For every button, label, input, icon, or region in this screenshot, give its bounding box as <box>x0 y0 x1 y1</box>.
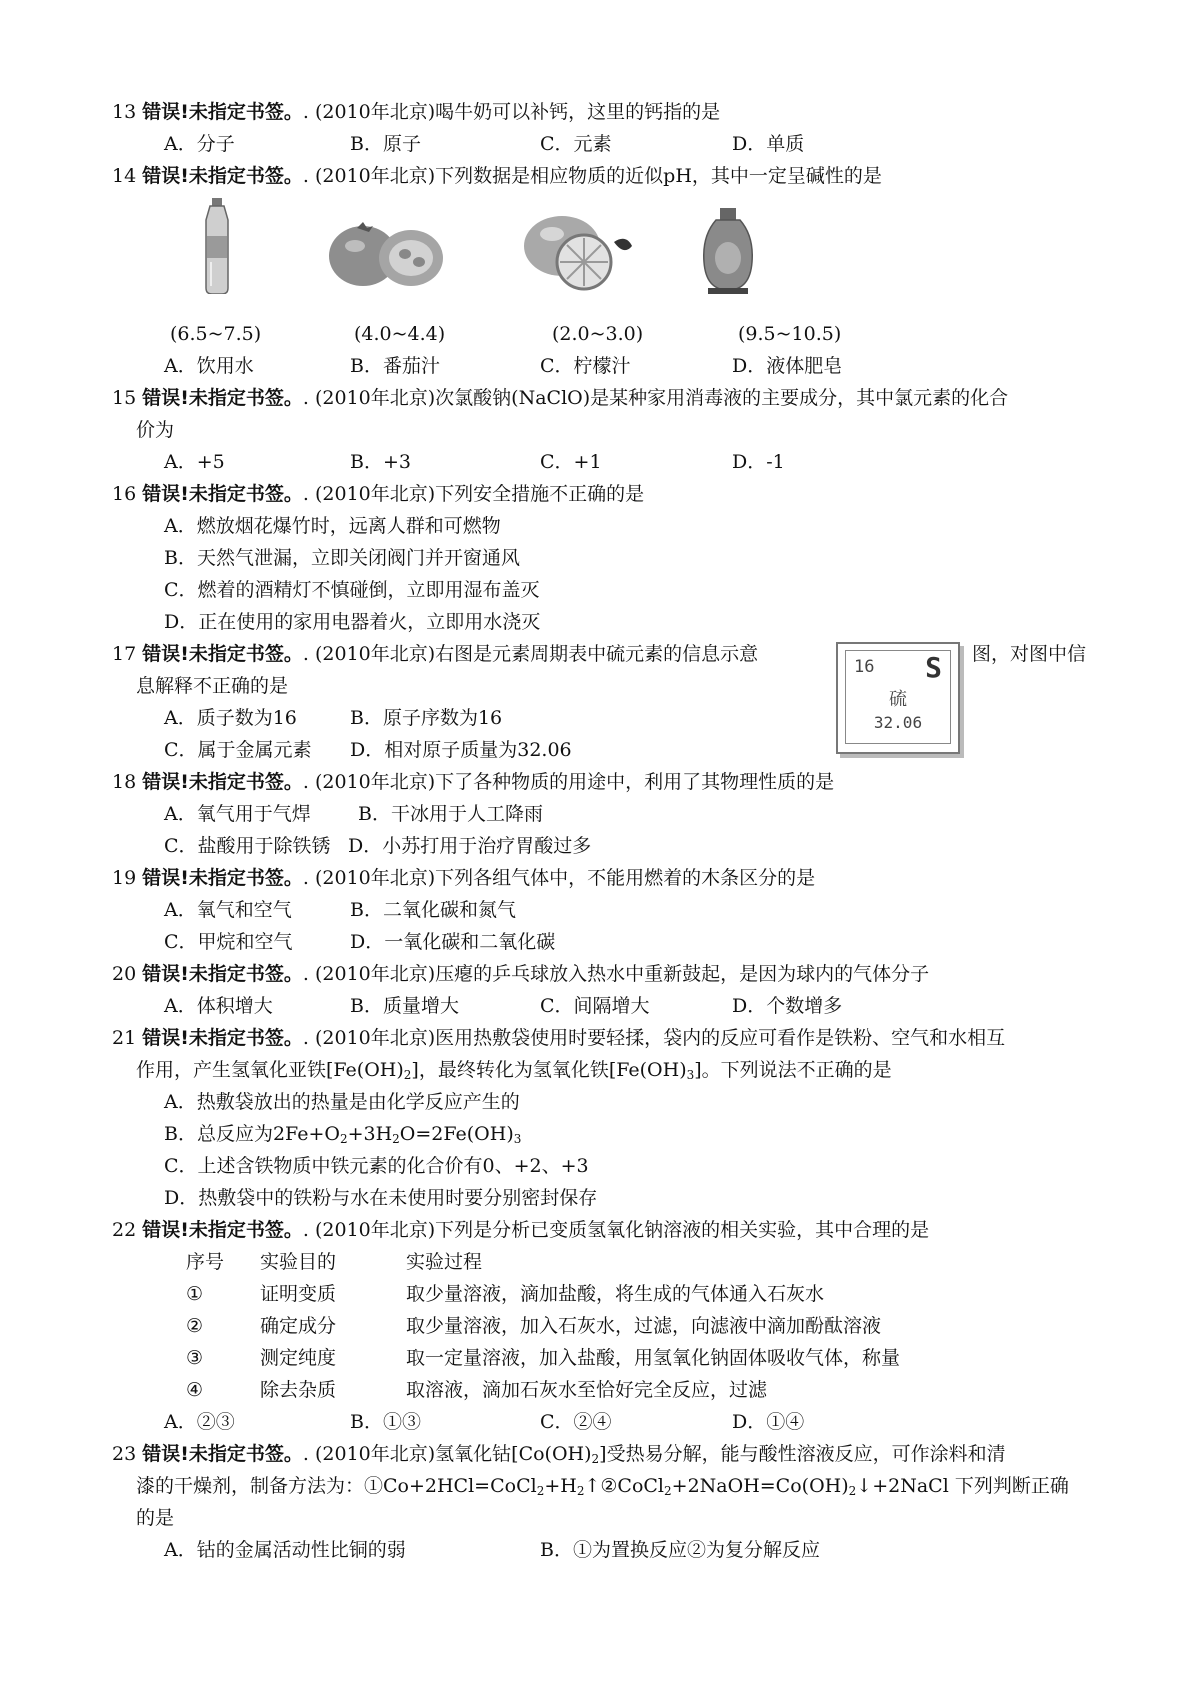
q20-option-d: D．个数增多 <box>732 995 843 1017</box>
q21-option-c: C．上述含铁物质中铁元素的化合价有0、+2、+3 <box>164 1155 589 1177</box>
table-row-3-procedure: 取一定量溶液，加入盐酸，用氢氧化钠固体吸收气体，称量 <box>406 1347 901 1369</box>
subscript: 2 <box>403 1068 412 1082</box>
table-row-1-number: ① <box>186 1283 204 1305</box>
table-row-3-number: ③ <box>186 1347 204 1369</box>
q21-stem <box>112 1026 1005 1050</box>
q23-text-continued <box>136 1474 1069 1498</box>
q14-ph-c: (2.0~3.0) <box>552 323 644 345</box>
q13-option-d: D．单质 <box>732 133 805 155</box>
q19-stem <box>112 866 815 890</box>
q13-text: . (2010年北京)喝牛奶可以补钙，这里的钙指的是 <box>302 101 721 123</box>
sulfur-element-tile <box>836 642 960 754</box>
table-row-2-number: ② <box>186 1315 204 1337</box>
q19-error-text: 错误!未指定书签。 <box>142 867 303 889</box>
q13-option-a: A．分子 <box>164 133 235 155</box>
q15-text-continued: 价为 <box>136 419 175 441</box>
q19-option-a: A．氧气和空气 <box>164 899 292 921</box>
q17-option-c: C．属于金属元素 <box>164 739 312 761</box>
q14-option-c: C．柠檬汁 <box>540 355 631 377</box>
q15-option-c: C．+1 <box>540 451 602 473</box>
table-row-1-procedure: 取少量溶液，滴加盐酸，将生成的气体通入石灰水 <box>406 1283 825 1305</box>
q16-option-b: B．天然气泄漏，立即关闭阀门并开窗通风 <box>164 547 520 569</box>
q20-text: . (2010年北京)压瘪的乒乓球放入热水中重新鼓起，是因为球内的气体分子 <box>302 963 930 985</box>
q21-option-b-part3: O=2Fe(OH) <box>399 1123 514 1145</box>
table-header-number: 序号 <box>186 1251 225 1273</box>
q20-number: 20 <box>112 963 137 985</box>
tomato-icon <box>327 220 445 288</box>
q20-stem <box>112 962 929 986</box>
q23-text2-part1: 漆的干燥剂，制备方法为：①Co+2HCl=CoCl <box>136 1475 537 1497</box>
q22-stem <box>112 1218 929 1242</box>
q23-option-b: B．①为置换反应②为复分解反应 <box>540 1539 820 1561</box>
q21-error-text: 错误!未指定书签。 <box>142 1027 303 1049</box>
q23-text2-part3: ↑②CoCl <box>584 1475 665 1497</box>
subscript: 2 <box>664 1484 672 1498</box>
q15-option-d: D．-1 <box>732 451 785 473</box>
q18-option-a: A．氧气用于气焊 <box>164 803 311 825</box>
table-row-4-procedure: 取溶液，滴加石灰水至恰好完全反应，过滤 <box>406 1379 768 1401</box>
q14-option-b: B．番茄汁 <box>350 355 440 377</box>
q19-option-c: C．甲烷和空气 <box>164 931 293 953</box>
q18-stem <box>112 770 834 794</box>
subscript: 2 <box>339 1132 348 1146</box>
q18-option-d: D．小苏打用于治疗胃酸过多 <box>348 835 592 857</box>
q23-number: 23 <box>112 1443 137 1465</box>
q23-error-text: 错误!未指定书签。 <box>142 1443 303 1465</box>
q15-option-a: A．+5 <box>164 451 225 473</box>
q13-number: 13 <box>112 101 137 123</box>
table-row-2-procedure: 取少量溶液，加入石灰水，过滤，向滤液中滴加酚酞溶液 <box>406 1315 882 1337</box>
q23-option-a: A．钴的金属活动性比铜的弱 <box>164 1539 406 1561</box>
q23-text-part1: . (2010年北京)氢氧化钴[Co(OH) <box>302 1443 592 1465</box>
q17-option-b: B．原子序数为16 <box>350 707 503 729</box>
q15-stem <box>112 386 1008 410</box>
q16-text: . (2010年北京)下列安全措施不正确的是 <box>302 483 645 505</box>
lemon-icon <box>518 212 636 292</box>
q18-number: 18 <box>112 771 137 793</box>
q20-option-a: A．体积增大 <box>164 995 273 1017</box>
table-header-purpose: 实验目的 <box>260 1251 337 1273</box>
table-row-3-purpose: 测定纯度 <box>260 1347 337 1369</box>
q14-ph-a: (6.5~7.5) <box>170 323 262 345</box>
q14-text: . (2010年北京)下列数据是相应物质的近似pH，其中一定呈碱性的是 <box>302 165 882 187</box>
q16-option-c: C．燃着的酒精灯不慎碰倒，立即用湿布盖灭 <box>164 579 540 601</box>
soap-bottle-icon <box>698 206 758 296</box>
q13-stem <box>112 100 720 124</box>
q22-number: 22 <box>112 1219 137 1241</box>
q19-text: . (2010年北京)下列各组气体中，不能用燃着的木条区分的是 <box>302 867 816 889</box>
q18-option-c: C．盐酸用于除铁锈 <box>164 835 331 857</box>
q14-option-d: D．液体肥皂 <box>732 355 843 377</box>
q14-ph-b: (4.0~4.4) <box>354 323 446 345</box>
table-row-1-purpose: 证明变质 <box>260 1283 337 1305</box>
subscript: 2 <box>536 1484 545 1498</box>
q21-number: 21 <box>112 1027 137 1049</box>
subscript: 2 <box>392 1132 400 1146</box>
q14-stem <box>112 164 882 188</box>
q22-option-d: D．①④ <box>732 1411 805 1433</box>
element-atomic-mass: 32.06 <box>873 713 923 732</box>
q16-stem <box>112 482 644 506</box>
q19-option-b: B．二氧化碳和氮气 <box>350 899 516 921</box>
table-header-procedure: 实验过程 <box>406 1251 483 1273</box>
q14-error-text: 错误!未指定书签。 <box>142 165 303 187</box>
q16-number: 16 <box>112 483 137 505</box>
q23-text-continued-2: 的是 <box>136 1507 175 1529</box>
subscript: 2 <box>591 1452 600 1466</box>
q17-text: . (2010年北京)右图是元素周期表中硫元素的信息示意 <box>302 643 759 665</box>
q16-error-text: 错误!未指定书签。 <box>142 483 303 505</box>
table-row-4-purpose: 除去杂质 <box>260 1379 337 1401</box>
q15-text: . (2010年北京)次氯酸钠(NaClO)是某种家用消毒液的主要成分，其中氯元素的化合 <box>302 387 1009 409</box>
q20-option-b: B．质量增大 <box>350 995 459 1017</box>
q22-option-c: C．②④ <box>540 1411 612 1433</box>
subscript: 3 <box>513 1132 522 1146</box>
q13-option-b: B．原子 <box>350 133 421 155</box>
element-atomic-number: 16 <box>854 657 875 677</box>
q19-number: 19 <box>112 867 137 889</box>
q20-option-c: C．间隔增大 <box>540 995 650 1017</box>
q13-option-c: C．元素 <box>540 133 612 155</box>
q21-option-a: A．热敷袋放出的热量是由化学反应产生的 <box>164 1091 520 1113</box>
q22-option-b: B．①③ <box>350 1411 421 1433</box>
q19-option-d: D．一氧化碳和二氧化碳 <box>350 931 556 953</box>
q14-option-a: A．饮用水 <box>164 355 254 377</box>
q17-option-a: A．质子数为16 <box>164 707 297 729</box>
q13-error-text: 错误!未指定书签。 <box>142 101 303 123</box>
q22-error-text: 错误!未指定书签。 <box>142 1219 303 1241</box>
q23-stem <box>112 1442 1006 1466</box>
q23-text2-part4: +2NaOH=Co(OH) <box>671 1475 849 1497</box>
q23-text2-part2: +H <box>544 1475 577 1497</box>
q23-text2-part5: ↓+2NaCl 下列判断正确 <box>856 1475 1069 1497</box>
q21-text-continued <box>136 1058 892 1082</box>
q14-ph-d: (9.5~10.5) <box>738 323 842 345</box>
table-row-4-number: ④ <box>186 1379 204 1401</box>
table-row-2-purpose: 确定成分 <box>260 1315 337 1337</box>
q15-error-text: 错误!未指定书签。 <box>142 387 303 409</box>
q17-text-continued: 息解释不正确的是 <box>136 675 289 697</box>
q21-option-b-part2: +3H <box>347 1123 393 1145</box>
q14-number: 14 <box>112 165 137 187</box>
q23-text-part2: ]受热易分解，能与酸性溶液反应，可作涂料和清 <box>599 1443 1006 1465</box>
q17-error-text: 错误!未指定书签。 <box>142 643 303 665</box>
element-symbol: S <box>925 651 942 684</box>
q21-option-d: D．热敷袋中的铁粉与水在未使用时要分别密封保存 <box>164 1187 598 1209</box>
q21-text: . (2010年北京)医用热敷袋使用时要轻揉，袋内的反应可看作是铁粉、空气和水相互 <box>302 1027 1006 1049</box>
q16-option-d: D．正在使用的家用电器着火，立即用水浇灭 <box>164 611 541 633</box>
q22-option-a: A．②③ <box>164 1411 235 1433</box>
q18-error-text: 错误!未指定书签。 <box>142 771 303 793</box>
q16-option-a: A．燃放烟花爆竹时，远离人群和可燃物 <box>164 515 501 537</box>
q17-stem <box>112 642 758 666</box>
q21-text2-part1: 作用，产生氢氧化亚铁[Fe(OH) <box>136 1059 404 1081</box>
q15-number: 15 <box>112 387 137 409</box>
q15-option-b: B．+3 <box>350 451 411 473</box>
q20-error-text: 错误!未指定书签。 <box>142 963 303 985</box>
subscript: 2 <box>848 1484 857 1498</box>
element-name: 硫 <box>889 689 907 710</box>
q18-option-b: B．干冰用于人工降雨 <box>358 803 543 825</box>
q17-text-after-figure: 图，对图中信 <box>972 643 1087 665</box>
q22-text: . (2010年北京)下列是分析已变质氢氧化钠溶液的相关实验，其中合理的是 <box>302 1219 930 1241</box>
q17-number: 17 <box>112 643 137 665</box>
q17-option-d: D．相对原子质量为32.06 <box>350 739 572 761</box>
q21-text2-part3: ]。下列说法不正确的是 <box>694 1059 892 1081</box>
subscript: 2 <box>576 1484 585 1498</box>
q21-option-b <box>164 1122 521 1146</box>
water-bottle-icon <box>198 198 236 294</box>
subscript: 3 <box>686 1068 695 1082</box>
q18-text: . (2010年北京)下了各种物质的用途中，利用了其物理性质的是 <box>302 771 835 793</box>
q21-option-b-part1: B．总反应为2Fe+O <box>164 1123 340 1145</box>
q21-text2-part2: ]，最终转化为氢氧化铁[Fe(OH) <box>411 1059 687 1081</box>
